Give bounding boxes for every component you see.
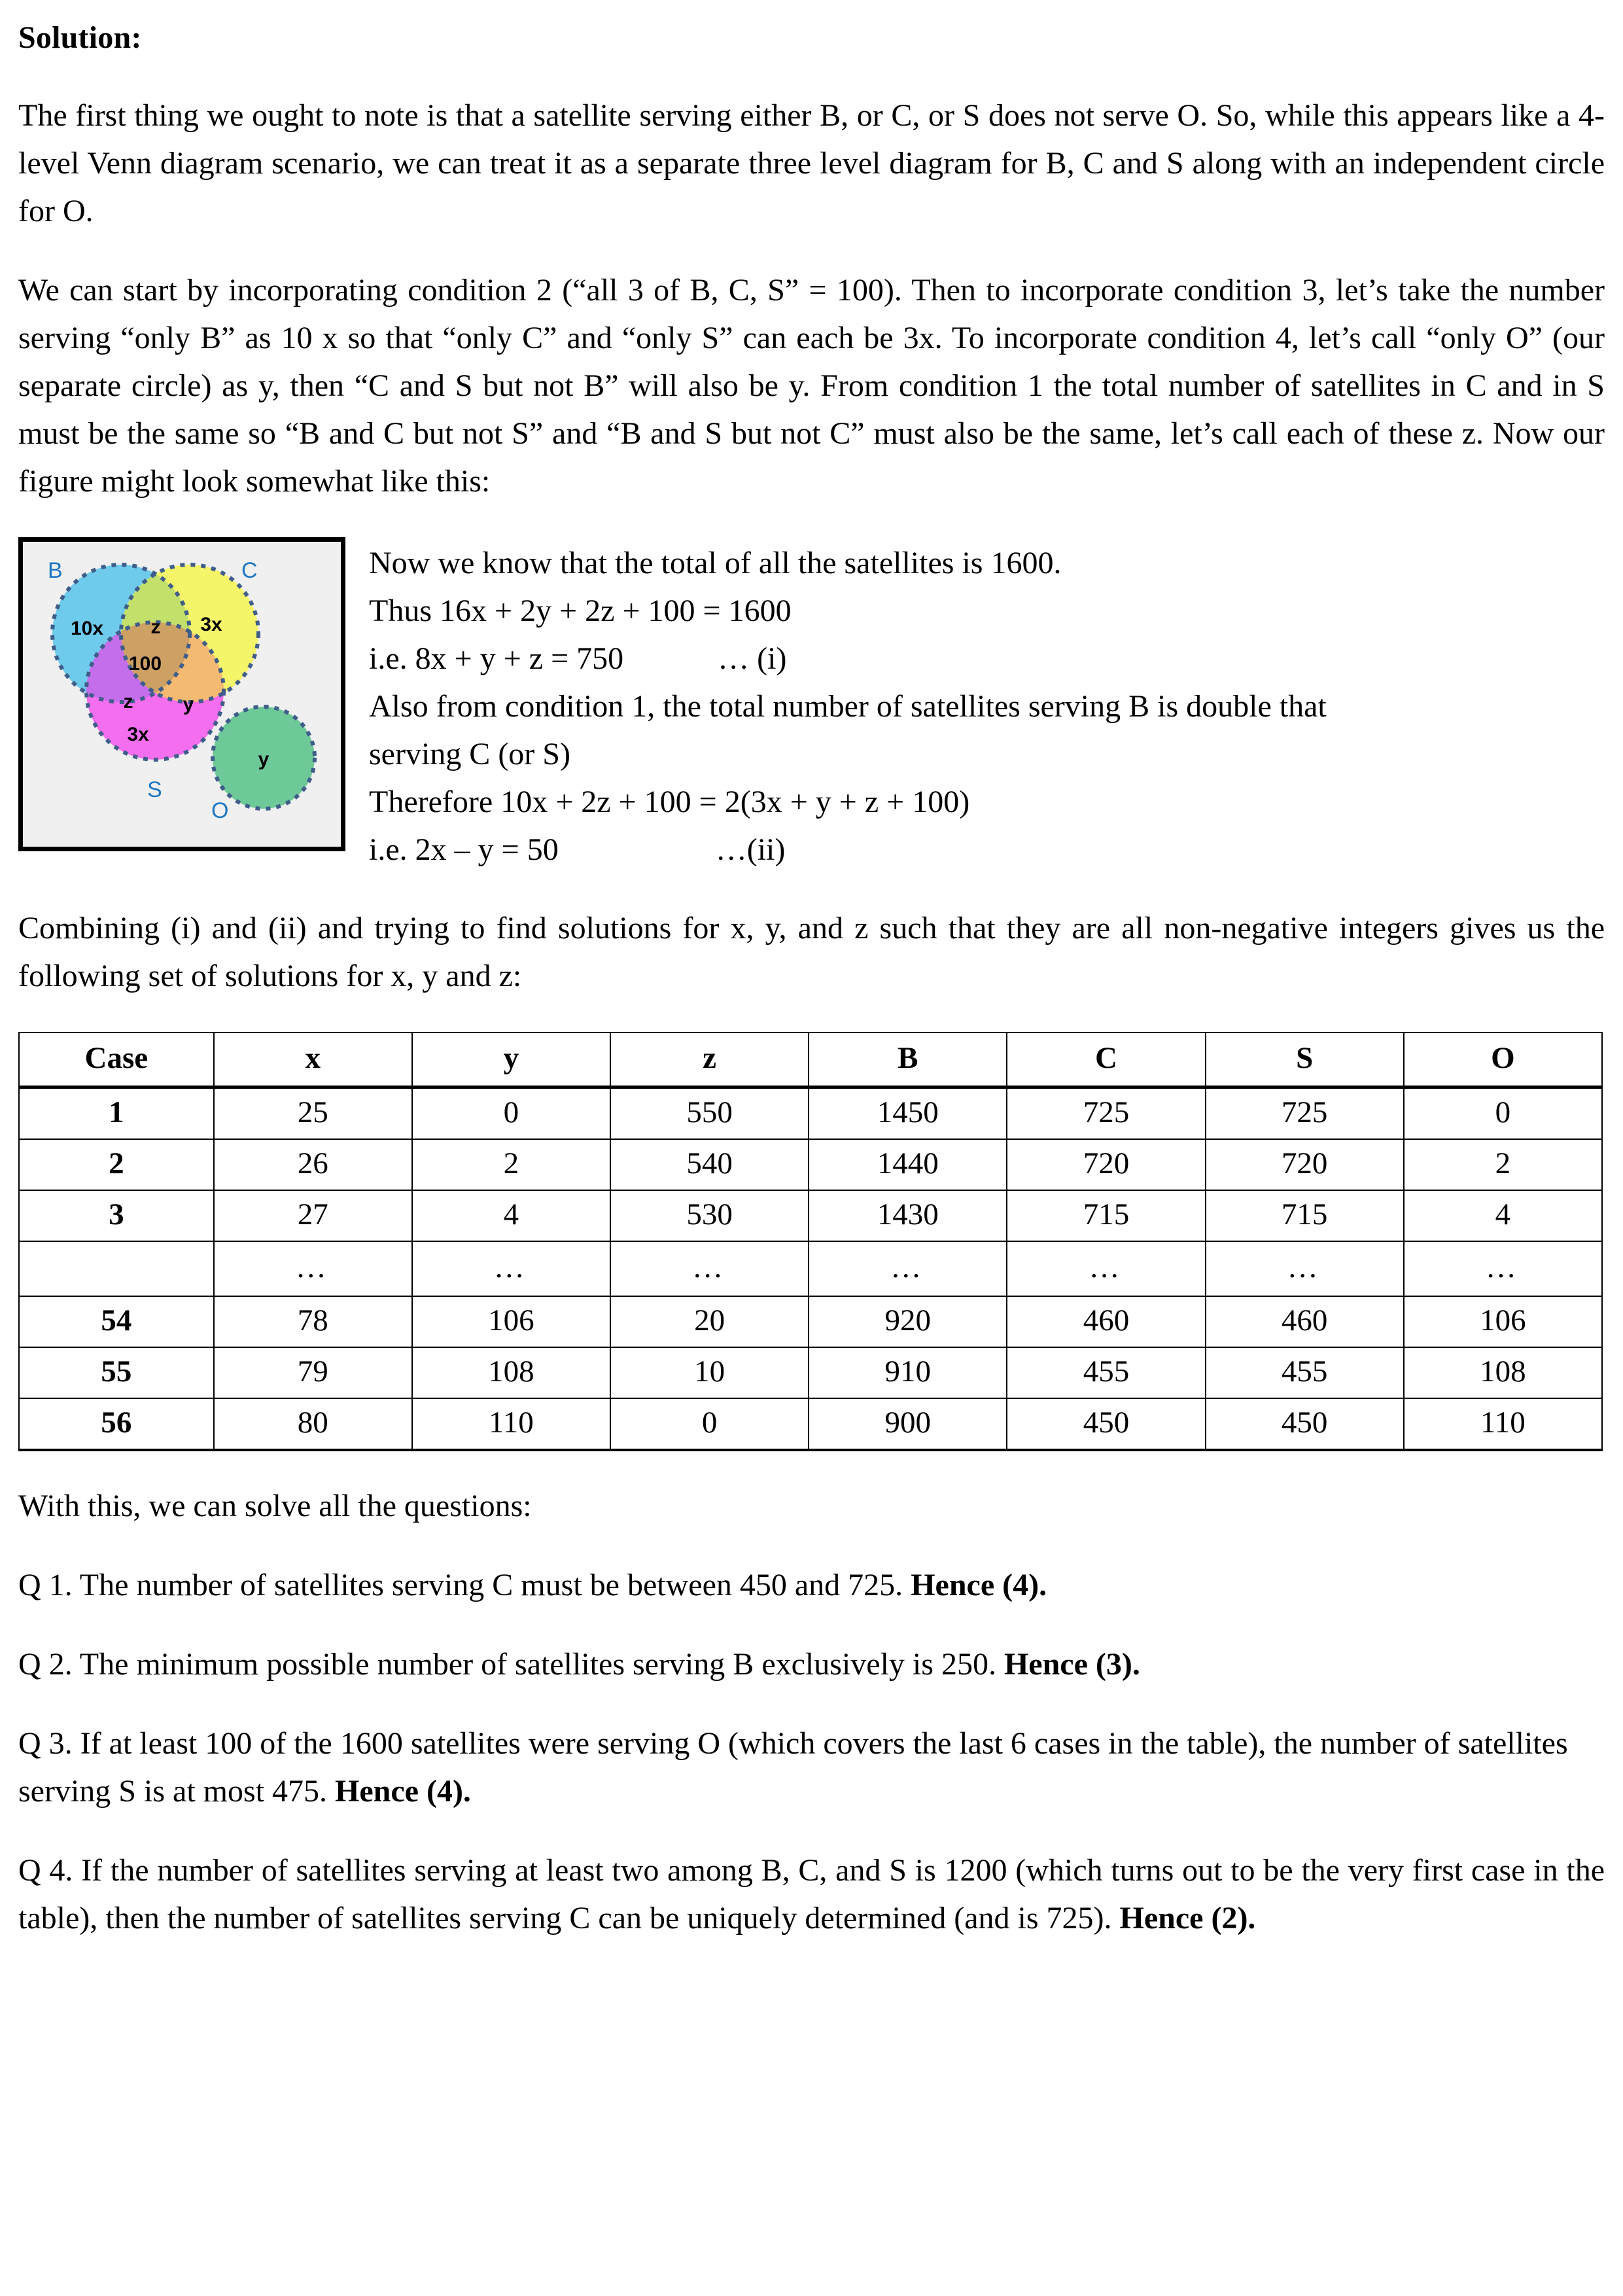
region-value-b-and-c: z [150,616,161,638]
question-1-answer: Hence (4). [911,1568,1047,1603]
derivation-line-1: Thus 16x + 2y + 2z + 100 = 1600 [369,593,792,628]
cell-b: 1430 [809,1190,1007,1241]
cell-y: 108 [412,1347,610,1398]
question-1 [18,1562,1605,1610]
cell-c: 460 [1007,1296,1205,1347]
region-value-only-o: y [258,748,270,770]
cell-b: 910 [809,1347,1007,1398]
cell-y: 4 [412,1190,610,1241]
cell-y: 2 [412,1139,610,1190]
table-header-x: x [214,1033,412,1087]
question-2-text: Q 2. The minimum possible number of satellites serving B exclusively is 250. [18,1647,1004,1682]
cell-case: 56 [19,1398,214,1450]
cell-s: 455 [1206,1347,1404,1398]
cell-z: 10 [610,1347,809,1398]
cell-z: … [610,1241,809,1296]
cell-o: 4 [1404,1190,1602,1241]
question-2 [18,1641,1605,1689]
cell-x: 25 [214,1087,412,1140]
set-label-s: S [147,777,162,802]
cell-o: 106 [1404,1296,1602,1347]
cell-o: 110 [1404,1398,1602,1450]
cell-c: 455 [1007,1347,1205,1398]
derivation-block [369,537,1605,874]
question-4-text: Q 4. If the number of satellites serving at least two among B, C, and S is 1200 (which turns out to be the very first case in the table), then the number of satellites serving C can be uniquely determined (and is 725). [18,1853,1605,1936]
set-label-b: B [48,557,63,583]
solutions-table [18,1032,1603,1451]
cell-x: 26 [214,1139,412,1190]
region-value-only-s: 3x [127,723,149,745]
cell-x: 80 [214,1398,412,1450]
cell-case: 1 [19,1087,214,1140]
derivation-line-0: Now we know that the total of all the satellites is 1600. [369,545,1062,580]
table-row [19,1087,1602,1140]
table-row [19,1190,1602,1241]
region-value-only-c: 3x [200,613,222,635]
table-header-o: O [1404,1033,1602,1087]
table-header-y: y [412,1033,610,1087]
cell-s: 725 [1206,1087,1404,1140]
question-1-text: Q 1. The number of satellites serving C must be between 450 and 725. [18,1568,911,1603]
cell-b: 920 [809,1296,1007,1347]
region-value-all-three: 100 [128,652,162,675]
cell-s: 450 [1206,1398,1404,1450]
cell-z: 20 [610,1296,809,1347]
region-value-b-and-s: z [123,690,133,713]
cell-z: 0 [610,1398,809,1450]
cell-case: 55 [19,1347,214,1398]
question-3 [18,1720,1605,1816]
set-label-o: O [211,798,229,823]
set-label-c: C [241,557,258,583]
cell-case: 54 [19,1296,214,1347]
cell-y: 110 [412,1398,610,1450]
cell-case: 3 [19,1190,214,1241]
cell-b: 1450 [809,1087,1007,1140]
cell-o: 108 [1404,1347,1602,1398]
cell-b: 1440 [809,1139,1007,1190]
question-4 [18,1847,1605,1943]
table-row [19,1139,1602,1190]
table-row [19,1296,1602,1347]
region-value-c-and-s: y [183,693,194,715]
cell-c: 715 [1007,1190,1205,1241]
page-title: Solution: [18,20,142,55]
cell-c: 450 [1007,1398,1205,1450]
derivation-line-5: Therefore 10x + 2z + 100 = 2(3x + y + z + 100) [369,784,970,819]
cell-c: 720 [1007,1139,1205,1190]
cell-c: 725 [1007,1087,1205,1140]
cell-y: 0 [412,1087,610,1140]
derivation-line-3: Also from condition 1, the total number of satellites serving B is double that [369,688,1327,724]
cell-z: 550 [610,1087,809,1140]
table-row [19,1347,1602,1398]
table-header-c: C [1007,1033,1205,1087]
cell-c: … [1007,1241,1205,1296]
cell-o: … [1404,1241,1602,1296]
figure-and-derivation-row [18,537,1605,874]
cell-x: … [214,1241,412,1296]
question-3-text: Q 3. If at least 100 of the 1600 satellites were serving O (which covers the last 6 cases in the table), the number of satellites serving S is at most 475. [18,1726,1568,1809]
cell-x: 27 [214,1190,412,1241]
cell-case [19,1241,214,1296]
cell-s: 720 [1206,1139,1404,1190]
question-4-answer: Hence (2). [1119,1901,1256,1936]
cell-s: … [1206,1241,1404,1296]
cell-y: 106 [412,1296,610,1347]
venn-diagram-svg [23,542,341,847]
table-header-z: z [610,1033,809,1087]
cell-case: 2 [19,1139,214,1190]
derivation-line-4: serving C (or S) [369,736,570,771]
cell-o: 2 [1404,1139,1602,1190]
table-row-ellipsis [19,1241,1602,1296]
table-header-s: S [1206,1033,1404,1087]
paragraph-setup: We can start by incorporating condition 2 (“all 3 of B, C, S” = 100). Then to incorporate condition 3, let’s take the number serving “only B” as 10 x so that “only C” and “only S” can each be 3x. To incorporate condition 4, let’s call “only O” (our separate circle) as y, then “C and S but not B” will also be y. From condition 1 the total number of satellites in C and in S must be the same so “B and C but not S” and “B and S but not C” must also be the same, let’s call each of these z. Now our figure might look somewhat like this: [18,273,1605,499]
table-header-row [19,1033,1602,1087]
question-2-answer: Hence (3). [1003,1647,1140,1682]
cell-z: 540 [610,1139,809,1190]
cell-x: 79 [214,1347,412,1398]
cell-z: 530 [610,1190,809,1241]
table-header-b: B [809,1033,1007,1087]
cell-x: 78 [214,1296,412,1347]
cell-o: 0 [1404,1087,1602,1140]
paragraph-combining: Combining (i) and (ii) and trying to find solutions for x, y, and z such that they are all non-negative integers gives us the following set of solutions for x, y and z: [18,911,1605,994]
region-value-only-b: 10x [70,617,104,639]
cell-y: … [412,1241,610,1296]
derivation-line-2: i.e. 8x + y + z = 750 … (i) [369,641,787,676]
question-3-answer: Hence (4). [335,1774,471,1809]
table-row [19,1398,1602,1450]
cell-s: 715 [1206,1190,1404,1241]
cell-s: 460 [1206,1296,1404,1347]
cell-b: … [809,1241,1007,1296]
derivation-line-6: i.e. 2x – y = 50 …(ii) [369,832,786,867]
cell-b: 900 [809,1398,1007,1450]
paragraph-with-this: With this, we can solve all the questions: [18,1489,532,1524]
paragraph-intro: The first thing we ought to note is that a satellite serving either B, or C, or S does not serve O. So, while this appears like a 4-level Venn diagram scenario, we can treat it as a separate three level diagram for B, C and S along with an independent circle for O. [18,98,1605,229]
venn-diagram-figure [18,537,345,851]
table-header-case: Case [19,1033,214,1087]
